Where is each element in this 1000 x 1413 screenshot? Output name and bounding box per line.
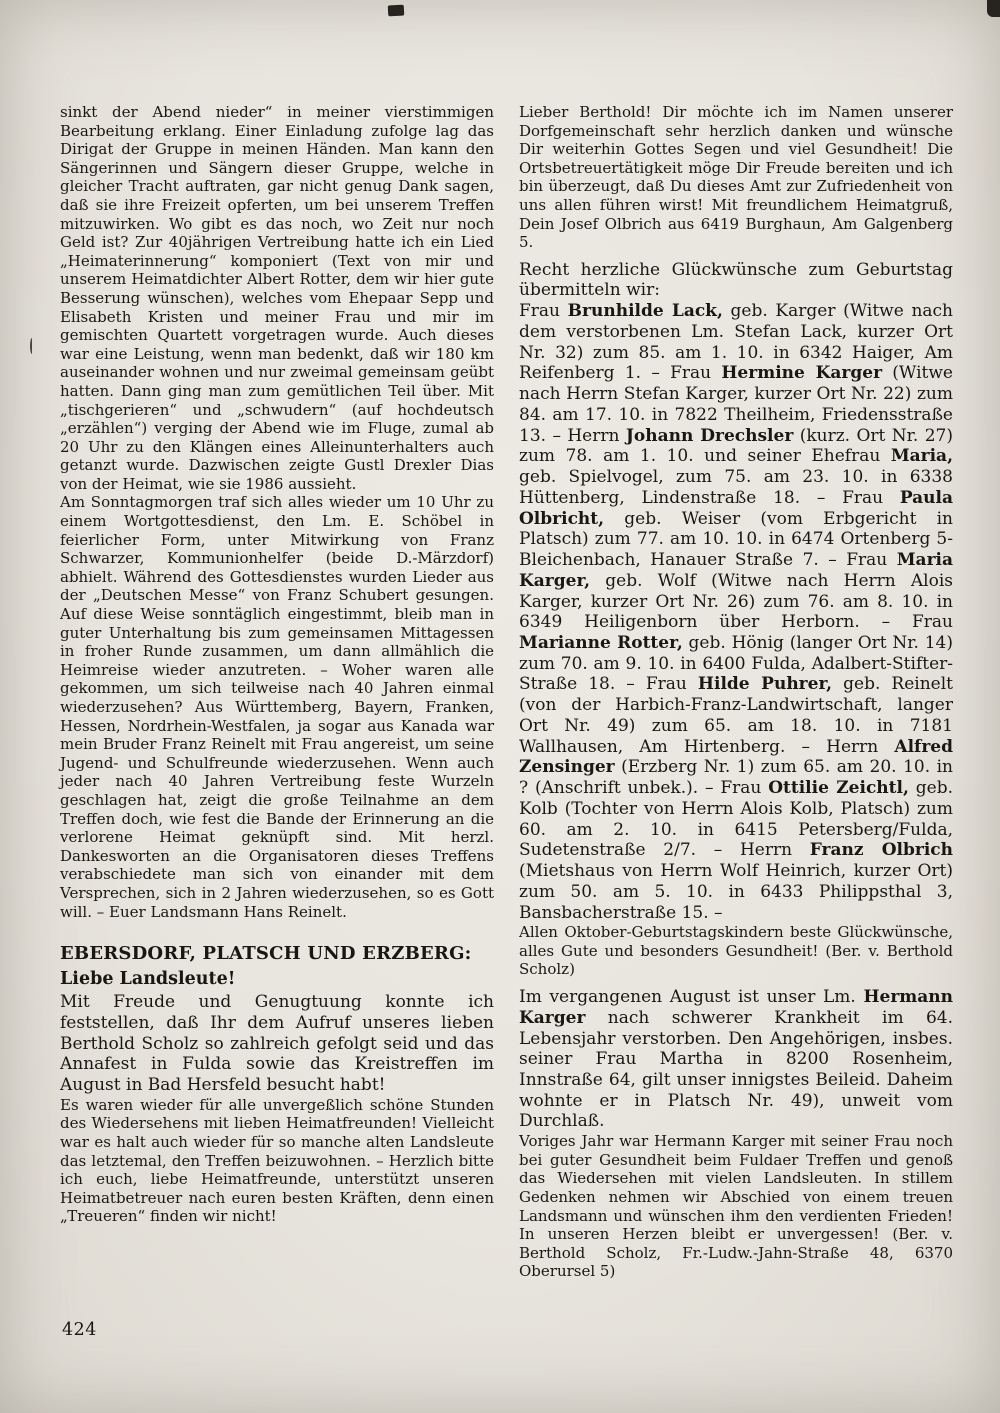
scan-artifact xyxy=(30,338,34,354)
obituary-paragraph: Im vergangenen August ist unser Lm. Hermann Karger nach schwerer Krankheit im 64. Lebensjahr verstorben. Den Angehörigen, insbes. seiner Frau Martha in 8200 Rosenheim, Innstraße 64, gilt unser innigstes Beileid. Daheim wohnte er in Platsch Nr. 49), unweit vom Durchlaß. xyxy=(519,987,953,1132)
paragraph: Lieber Berthold! Dir möchte ich im Namen unserer Dorfgemeinschaft sehr herzlich danken und wünsche Dir weiterhin Gottes Segen und viel Gesundheit! Die Ortsbetreuertätigkeit möge Dir Freude bereiten und ich bin überzeugt, daß Du dieses Amt zur Zufriedenheit von uns allen führen wirst! Mit freundlichem Heimatgruß, Dein Josef Olbrich aus 6419 Burghaun, Am Galgenberg 5. xyxy=(519,103,953,252)
paragraph: Es waren wieder für alle unvergeßlich schöne Stunden des Wiedersehens mit lieben Heimatfreunden! Vielleicht war es halt auch wieder für so manche alten Landsleute das letztemal, den Treffen beizuwohnen. – Herzlich bitte ich euch, liebe Heimatfreunde, unterstützt unseren Heimatbetreuer nach euren besten Kräften, denn einen „Treueren“ finden wir nicht! xyxy=(60,1095,494,1226)
continued-paragraph: sinkt der Abend nieder“ in meiner vierstimmigen Bearbeitung erklang. Einer Einladung zufolge lag das Dirigat der Gruppe in meinen Händen. Man kann den Sängerinnen und Sängern dieser Gruppe, welche in gleicher Tracht auftraten, gar nicht genug Dank sagen, daß sie ihre Freizeit opferten, um bei unserem Treffen mitzuwirken. Wo gibt es das noch, wo Zeit nur noch Geld ist? Zur 40jährigen Vertreibung hatte ich ein Lied „Heimaterinnerung“ komponiert (Text von mir und unserem Heimatdichter Albert Rotter, dem wir hier gute Besserung wünschen), welches vom Ehepaar Sepp und Elisabeth Kristen und meiner Frau und mir im gemischten Quartett vorgetragen wurde. Auch dieses war eine Leistung, wenn man bedenkt, daß wir 180 km auseinander wohnen und nur zweimal gemeinsam geübt hatten. Dann ging man zum gemütlichen Teil über. Mit „tischgerieren“ und „schwudern“ (auf hochdeutsch „erzählen“) verging der Abend wie im Fluge, zumal ab 20 Uhr zu den Klängen eines Alleinunterhalters auch getanzt wurde. Dazwischen zeigte Gustl Drexler Dias von der Heimat, wie sie 1986 aussieht. xyxy=(60,103,494,493)
paragraph: Am Sonntagmorgen traf sich alles wieder um 10 Uhr zu einem Wortgottesdienst, den Lm. E. Schöbel in feierlicher Form, unter Mitwirkung von Franz Schwarzer, Kommunionhelfer (beide D.-Märzdorf) abhielt. Während des Gottesdienstes wurden Lieder aus der „Deutschen Messe“ von Franz Schubert gesungen. Auf diese Weise sonntäglich eingestimmt, bleib man in guter Unterhaltung bis zum gemeinsamen Mittagessen in froher Runde zusammen, um dann allmählich die Heimreise wieder anzutreten. – Woher waren alle gekommen, um sich teilweise nach 40 Jahren einmal wiederzusehen? Aus Württemberg, Bayern, Franken, Hessen, Nordrhein-Westfalen, ja sogar aus Kanada war mein Bruder Franz Reinelt mit Frau angereist, um seine Jugend- und Schulfreunde wiederzusehen. Wenn auch jeder nach 40 Jahren Vertreibung feste Wurzeln geschlagen hat, zeigt die große Teilnahme an dem Treffen doch, wie fest die Bande der Erinnerung an die verlorene Heimat geknüpft sind. Mit herzl. Dankesworten an die Organisatoren dieses Treffens verabschiedete man sich von einander mit dem Versprechen, sich in 2 Jahren wiederzusehen, so es Gott will. – Euer Landsmann Hans Reinelt. xyxy=(60,493,494,921)
sub-heading: Liebe Landsleute! xyxy=(60,969,236,990)
paragraph: Allen Oktober-Geburtstagskindern beste Glückwünsche, alles Gute und besonders Gesundheit! (Ber. v. Berthold Scholz) xyxy=(519,923,953,979)
scan-artifact xyxy=(987,0,1000,17)
birthday-list-paragraph: Frau Brunhilde Lack, geb. Karger (Witwe nach dem verstorbenen Lm. Stefan Lack, kurzer Ort Nr. 32) zum 85. am 1. 10. in 6342 Haiger, Am Reifenberg 1. – Frau Hermine Karger (Witwe nach Herrn Stefan Karger, kurzer Ort Nr. 22) zum 84. am 17. 10. in 7822 Theilheim, Friedensstraße 13. – Herrn Johann Drechsler (kurz. Ort Nr. 27) zum 78. am 1. 10. und seiner Ehefrau Maria, geb. Spielvogel, zum 75. am 23. 10. in 6338 Hüttenberg, Lindenstraße 18. – Frau Paula Olbricht, geb. Weiser (vom Erbgericht in Platsch) zum 77. am 10. 10. in 6474 Ortenberg 5-Bleichenbach, Hanauer Straße 7. – Frau Maria Karger, geb. Wolf (Witwe nach Herrn Alois Karger, kurzer Ort Nr. 26) zum 76. am 8. 10. in 6349 Heiligenborn über Herborn. – Frau Marianne Rotter, geb. Hönig (langer Ort Nr. 14) zum 70. am 9. 10. in 6400 Fulda, Adalbert-Stifter-Straße 18. – Frau Hilde Puhrer, geb. Reinelt (von der Harbich-Franz-Landwirtschaft, langer Ort Nr. 49) zum 65. am 18. 10. in 7181 Wallhausen, Am Hirtenberg. – Herrn Alfred Zensinger (Erzberg Nr. 1) zum 65. am 20. 10. in ? (Anschrift unbek.). – Frau Ottilie Zeichtl, geb. Kolb (Tochter von Herrn Alois Kolb, Platsch) zum 60. am 2. 10. in 6415 Petersberg/Fulda, Sudetenstraße 2/7. – Herrn Franz Olbrich (Mietshaus von Herrn Wolf Heinrich, kurzer Ort) zum 50. am 5. 10. in 6433 Philippsthal 3, Bansbacherstraße 15. – xyxy=(519,301,954,923)
right-column xyxy=(519,103,953,1281)
scan-artifact xyxy=(388,5,405,17)
paragraph: Mit Freude und Genugtuung konnte ich feststellen, daß Ihr dem Aufruf unseres lieben Berthold Scholz so zahlreich gefolgt seid und das Annafest in Fulda sowie das Kreistreffen im August in Bad Hersfeld besucht habt! xyxy=(60,992,494,1096)
paragraph: Recht herzliche Glückwünsche zum Geburtstag übermitteln wir: xyxy=(519,259,953,301)
section-heading: EBERSDORF, PLATSCH UND ERZBERG: xyxy=(60,943,472,965)
page-number: 424 xyxy=(62,1320,97,1340)
paragraph: Voriges Jahr war Hermann Karger mit seiner Frau noch bei guter Gesundheit beim Fuldaer Treffen und genoß das Wiedersehen mit vielen Landsleuten. In stillem Gedenken nehmen wir Abschied von einem treuen Landsmann und wünschen ihm den verdienten Frieden! In unseren Herzen bleibt er unvergessen! (Ber. v. Berthold Scholz, Fr.-Ludw.-Jahn-Straße 48, 6370 Oberursel 5) xyxy=(519,1132,953,1281)
left-column xyxy=(60,103,494,1281)
text-columns xyxy=(60,103,953,1281)
